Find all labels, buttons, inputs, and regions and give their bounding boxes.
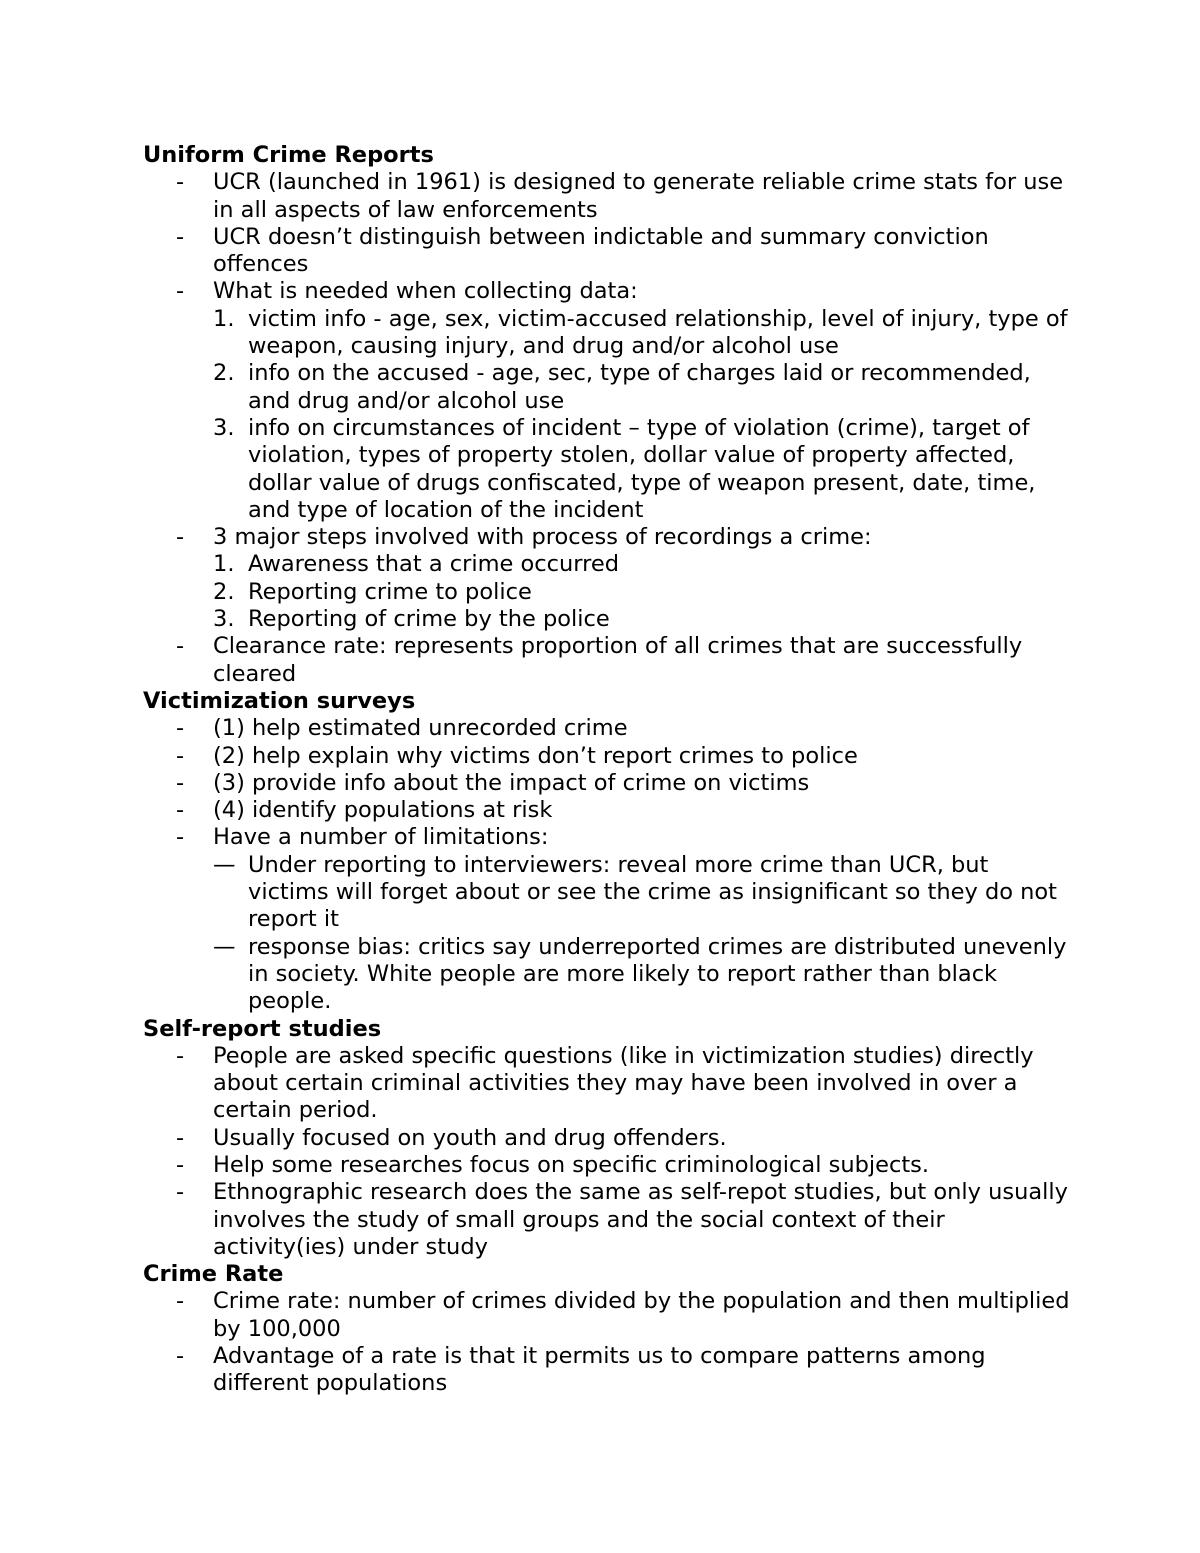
bullet-item (143, 770, 1073, 797)
bullet-text: UCR (launched in 1961) is designed to generate reliable crime stats for use in all aspects of law enforcements (213, 169, 1064, 223)
number-marker: 2. (213, 360, 235, 387)
number-marker: 3. (213, 414, 235, 441)
numbered-text: Reporting of crime by the police (248, 606, 610, 633)
bullet-text: 3 major steps involved with process of recordings a crime: (213, 524, 872, 551)
sub-bullet-item (143, 934, 1073, 1016)
bullet-text: (1) help estimated unrecorded crime (213, 715, 628, 742)
bullet-item (143, 1288, 1073, 1343)
bullet-item (143, 169, 1073, 224)
bullet-item (143, 1152, 1073, 1179)
bullet-text: Crime rate: number of crimes divided by the population and then multiplied by 100,000 (213, 1288, 1070, 1342)
bullet-item (143, 824, 1073, 851)
bullet-item (143, 278, 1073, 305)
bullet-dash: - (176, 1288, 185, 1315)
numbered-text: Awareness that a crime occurred (248, 551, 620, 578)
bullet-item (143, 633, 1073, 688)
numbered-item (143, 551, 1073, 578)
number-marker: 3. (213, 606, 235, 633)
numbered-text: Reporting crime to police (248, 578, 532, 605)
em-dash-marker: — (213, 851, 236, 878)
bullet-text: (2) help explain why victims don’t report crimes to police (213, 742, 858, 769)
numbered-item (143, 606, 1073, 633)
section-heading-self-report-studies: Self-report studies (143, 1015, 382, 1042)
bullet-text: Have a number of limitations: (213, 824, 549, 851)
bullet-item (143, 743, 1073, 770)
number-marker: 2. (213, 578, 235, 605)
bullet-text: (4) identify populations at risk (213, 797, 553, 824)
bullet-dash: - (176, 769, 185, 796)
bullet-text: Usually focused on youth and drug offenders. (213, 1124, 727, 1151)
bullet-item (143, 1179, 1073, 1261)
bullet-item (143, 524, 1073, 551)
bullet-dash: - (176, 1124, 185, 1151)
sub-bullet-text: Under reporting to interviewers: reveal more crime than UCR, but victims will forget about or see the crime as insignificant so they do not report it (248, 851, 1058, 933)
bullet-item (143, 1125, 1073, 1152)
bullet-item (143, 1343, 1073, 1398)
numbered-item (143, 579, 1073, 606)
em-dash-marker: — (213, 933, 236, 960)
sub-bullet-item (143, 852, 1073, 934)
bullet-dash: - (176, 524, 185, 551)
bullet-dash: - (176, 1179, 185, 1206)
bullet-dash: - (176, 1343, 185, 1370)
number-marker: 1. (213, 551, 235, 578)
numbered-item (143, 306, 1073, 361)
document-body (143, 142, 1073, 1398)
bullet-text: UCR doesn’t distinguish between indictable and summary conviction offences (213, 223, 989, 278)
section-heading-uniform-crime-reports: Uniform Crime Reports (143, 142, 434, 168)
numbered-text: info on the accused - age, sec, type of charges laid or recommended, and drug and/or alcohol use (248, 360, 1031, 414)
bullet-item (143, 797, 1073, 824)
numbered-item (143, 415, 1073, 524)
bullet-dash: - (176, 169, 185, 196)
bullet-text: People are asked specific questions (like in victimization studies) directly about certain criminal activities they may have been involved in over a certain period. (213, 1042, 1034, 1124)
bullet-text: Clearance rate: represents proportion of all crimes that are successfully cleared (213, 633, 1023, 687)
bullet-item (143, 1043, 1073, 1125)
number-marker: 1. (213, 305, 235, 332)
section-heading-crime-rate: Crime Rate (143, 1261, 284, 1288)
bullet-dash: - (176, 797, 185, 824)
bullet-dash: - (176, 1151, 185, 1178)
bullet-text: Advantage of a rate is that it permits us to compare patterns among different populations (213, 1343, 986, 1397)
bullet-dash: - (176, 278, 185, 305)
bullet-text: What is needed when collecting data: (213, 278, 638, 305)
bullet-dash: - (176, 715, 185, 742)
bullet-dash: - (176, 742, 185, 769)
bullet-text: Help some researches focus on specific criminological subjects. (213, 1151, 930, 1178)
numbered-item (143, 360, 1073, 415)
bullet-dash: - (176, 633, 185, 660)
bullet-item (143, 224, 1073, 279)
bullet-item (143, 715, 1073, 742)
numbered-text: info on circumstances of incident – type of violation (crime), target of violation, types of property stolen, dollar value of property affected, dollar value of drugs confiscated, type of weapon present, date, time, and type of location of the incident (248, 414, 1036, 523)
bullet-dash: - (176, 824, 185, 851)
section-heading-victimization-surveys: Victimization surveys (143, 687, 416, 714)
sub-bullet-text: response bias: critics say underreported crimes are distributed unevenly in society. White people are more likely to report rather than black people. (248, 933, 1067, 1015)
bullet-text: Ethnographic research does the same as self-repot studies, but only usually involves the study of small groups and the social context of their activity(ies) under study (213, 1179, 1068, 1260)
numbered-text: victim info - age, sex, victim-accused relationship, level of injury, type of weapon, causing injury, and drug and/or alcohol use (248, 305, 1068, 360)
bullet-dash: - (176, 223, 185, 250)
bullet-dash: - (176, 1042, 185, 1069)
bullet-text: (3) provide info about the impact of crime on victims (213, 769, 810, 796)
